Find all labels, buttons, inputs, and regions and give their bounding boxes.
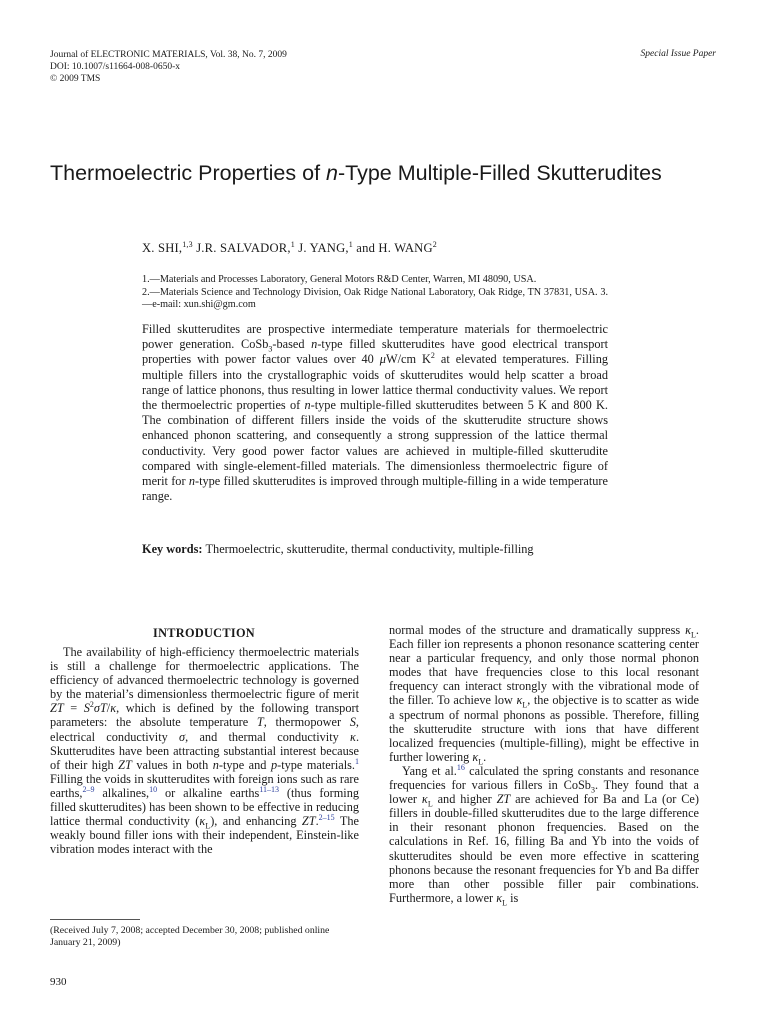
affiliation-2: 2.—Materials Science and Technology Division, Oak Ridge National Laboratory, Oak Ridge, TN 37831, USA. 3.—e-mail: xun.shi@gm.com: [142, 286, 608, 311]
citation-link[interactable]: 1: [355, 756, 360, 766]
doi[interactable]: DOI: 10.1007/s11664-008-0650-x: [50, 62, 180, 72]
citation-link[interactable]: 11–13: [259, 784, 280, 794]
section-label: Special Issue Paper: [640, 49, 716, 59]
paper-title: Thermoelectric Properties of n-Type Multiple-Filled Skutterudites: [50, 161, 662, 185]
author: J. YANG,: [298, 241, 349, 255]
copyright: © 2009 TMS: [50, 74, 101, 84]
citation-link[interactable]: 10: [149, 784, 158, 794]
paragraph: Yang et al.$^{16}$ calculated the spring constants and resonance frequencies for various fillers in CoSb$_3$. They found that a lower $\kappa_L$ and higher ZT are achieved for Ba and La (or Ce) fillers in double-filled skutterudites due to the large difference in their resonant phonon frequencies. Based on the calculations in Ref. 16, filling Ba and Yb into the voids of skutterudites should be even more effective in scattering phonons because the resonant frequencies for Yb and Ba differ more than other possible filler pair combinations. Furthermore, a lower $\kappa_L$ is: [389, 762, 699, 908]
keywords-label: Key words:: [142, 542, 203, 556]
citation-link[interactable]: 2–9: [82, 784, 95, 794]
abstract: Filled skutterudites are prospective intermediate temperature materials for thermoelectric power generation. CoSb$_3$-based n-type filled skutterudites have good electrical transport properties with power factor values over 40 μW/cm $K^2$ at elevated temperatures. Filling multiple fillers into the crystallographic voids of skutterudites would help scatter a broad range of lattice phonons, thus resulting in lower lattice thermal conductivity values. We report the thermoelectric properties of n-type multiple-filled skutterudites between 5 K and 800 K. The combination of different fillers inside the voids of the skutterudite structure shows enhanced phonon scattering, and consequently a strong suppression of the lattice thermal conductivity. Very good power factor values are achieved in multiple-filled skutterudite compared with single-element-filled materials. The dimensionless thermoelectric figure of merit for n-type filled skutterudites is improved through multiple-filling in a wide temperature range.: [142, 322, 609, 504]
paragraph: normal modes of the structure and dramatically suppress $\kappa_L$. Each filler ion represents a phonon resonance scattering center near a particular frequency, and only those normal phonon modes that have frequencies close to this local resonant frequency can interact strongly with the vibrational mode of the filler. To achieve low $\kappa_L$, the objective is to scatter as wide a spectrum of normal phonons as possible. Therefore, filling the skutterudite structure with ions that have different localized frequencies (multiple-filling), might be effective in further lowering $\kappa_L$.: [389, 623, 699, 767]
affiliation-1: 1.—Materials and Processes Laboratory, General Motors R&D Center, Warren, MI 48090, USA.: [142, 274, 537, 285]
author: and H. WANG: [356, 241, 433, 255]
citation-link[interactable]: 2–15: [318, 813, 335, 823]
page-number: 930: [50, 976, 67, 988]
keywords: [142, 542, 608, 557]
footnote-rule: [50, 919, 140, 920]
journal-citation: Journal of ELECTRONIC MATERIALS, Vol. 38, No. 7, 2009: [50, 50, 287, 60]
body-column-left: [50, 645, 359, 856]
keywords-text: Thermoelectric, skutterudite, thermal conductivity, multiple-filling: [205, 542, 534, 556]
author: J.R. SALVADOR,: [196, 241, 291, 255]
author: X. SHI,: [142, 241, 183, 255]
running-header: [50, 49, 287, 85]
author-list: X. SHI,$^{1,3}$ J.R. SALVADOR,$^1$ J. YANG,$^1$ and H. WANG$^2$: [142, 239, 437, 255]
citation-link[interactable]: 16: [456, 762, 465, 772]
received-dates: (Received July 7, 2008; accepted December 30, 2008; published online January 21, 2009): [50, 925, 330, 948]
affiliations: [142, 274, 608, 312]
body-column-right: [389, 623, 699, 908]
section-heading-introduction: INTRODUCTION: [153, 626, 255, 640]
paragraph: The availability of high-efficiency thermoelectric materials is still a challenge for thermoelectric applications. The efficiency of advanced thermoelectric technology is governed by the material’s dimensionless thermoelectric figure of merit ZT = $S^2\sigma T/\kappa$, which is defined by the following transport parameters: the absolute temperature T, thermopower S, electrical conductivity σ, and thermal conductivity κ. Skutterudites have been attracting substantial interest because of their high ZT values in both n-type and p-type materials.$^1$ Filling the voids in skutterudites with foreign ions such as rare earths,$^{2-9}$ alkalines,$^{10}$ or alkaline earths$^{11-13}$ (thus forming filled skutterudites) has been shown to be effective in reducing lattice thermal conductivity $(\kappa_L)$, and enhancing ZT.$^{2-15}$ The weakly bound filler ions with their independent, Einstein-like vibration modes interact with the: [50, 645, 360, 857]
